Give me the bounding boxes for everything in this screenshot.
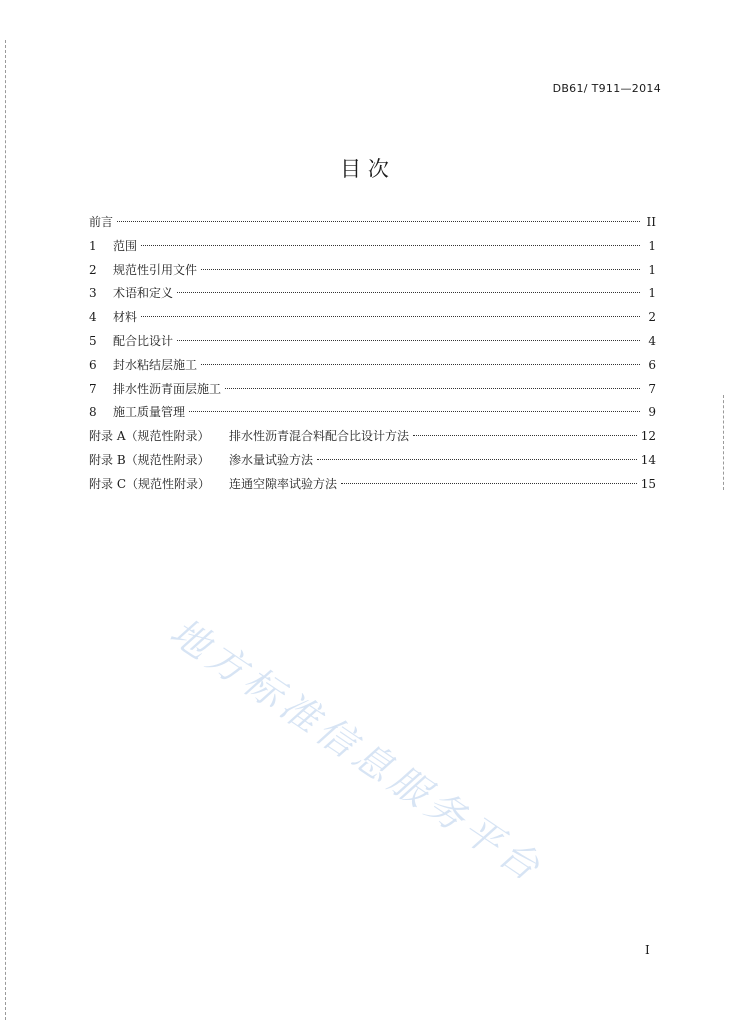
appendix-type: 附录 C（规范性附录）	[89, 476, 210, 491]
dot-leader	[141, 315, 640, 317]
toc-entry-label: 施工质量管理	[113, 405, 186, 420]
toc-entry-quality-management[interactable]	[89, 401, 656, 425]
toc-entry-page: II	[646, 215, 656, 229]
appendix-type: 附录 A（规范性附录）	[89, 429, 210, 444]
toc-entry-mix-design[interactable]	[89, 330, 656, 354]
toc-entry-surface-layer-construction[interactable]	[89, 378, 656, 402]
dot-leader	[189, 410, 640, 412]
toc-entry-page: 6	[648, 357, 656, 372]
dot-leader	[341, 482, 637, 484]
scan-edge-right	[723, 395, 724, 490]
toc-entry-page: 14	[640, 452, 656, 467]
toc-entry-number: 8	[89, 405, 97, 420]
toc-entry-page: 7	[648, 381, 656, 396]
toc-entry-number: 4	[89, 310, 97, 325]
toc-entry-label: 连通空隙率试验方法	[229, 476, 338, 491]
dot-leader	[177, 291, 640, 293]
page-title: 目 次	[340, 157, 389, 181]
toc-entry-number: 1	[89, 238, 97, 253]
toc-entry-label: 范围	[113, 238, 138, 253]
toc-entry-page: 9	[648, 405, 656, 420]
dot-leader	[413, 434, 637, 436]
toc-entry-label: 术语和定义	[113, 286, 174, 301]
toc-entry-number: 6	[89, 357, 97, 372]
dot-leader	[141, 244, 640, 246]
document-code: DB61/ T911—2014	[552, 82, 661, 95]
toc-entry-page: 1	[648, 286, 656, 301]
dot-leader	[317, 458, 637, 460]
toc-entry-number: 3	[89, 286, 97, 301]
toc-entry-page: 1	[648, 238, 656, 253]
toc-entry-label: 排水性沥青混合料配合比设计方法	[229, 429, 410, 444]
toc-entry-label: 封水粘结层施工	[113, 357, 198, 372]
dot-leader	[177, 339, 640, 341]
dot-leader	[117, 220, 640, 222]
toc-entry-materials[interactable]	[89, 306, 656, 330]
toc-entry-page: 4	[648, 333, 656, 348]
watermark: 地方标准信息服务平台	[162, 609, 552, 892]
dot-leader	[201, 363, 640, 365]
toc-entry-label: 排水性沥青面层施工	[113, 381, 222, 396]
toc-entry-page: 1	[648, 262, 656, 277]
toc-entry-number: 5	[89, 333, 97, 348]
toc-entry-label: 规范性引用文件	[113, 262, 198, 277]
toc-entry-page: 2	[648, 310, 656, 325]
toc-entry-number: 7	[89, 381, 97, 396]
toc-entry-appendix-b[interactable]	[89, 449, 656, 473]
toc-entry-label: 前言	[89, 215, 114, 229]
toc-entry-appendix-c[interactable]	[89, 473, 656, 497]
page-number: I	[645, 943, 650, 957]
toc-entry-scope[interactable]	[89, 235, 656, 259]
toc-entry-label: 配合比设计	[113, 333, 174, 348]
toc-entry-terms-definitions[interactable]	[89, 282, 656, 306]
dot-leader	[201, 268, 640, 270]
toc-entry-number: 2	[89, 262, 97, 277]
toc-entry-page: 15	[640, 476, 656, 491]
toc-entry-normative-references[interactable]	[89, 259, 656, 283]
toc-entry-bond-layer-construction[interactable]	[89, 354, 656, 378]
toc-entry-foreword[interactable]	[89, 211, 656, 235]
toc-entry-appendix-a[interactable]	[89, 425, 656, 449]
toc-entry-label: 材料	[113, 310, 138, 325]
dot-leader	[225, 387, 640, 389]
toc-entry-label: 渗水量试验方法	[229, 452, 314, 467]
appendix-type: 附录 B（规范性附录）	[89, 452, 210, 467]
toc-entry-page: 12	[640, 429, 656, 444]
scan-edge-left	[5, 40, 6, 1020]
table-of-contents	[89, 211, 656, 497]
